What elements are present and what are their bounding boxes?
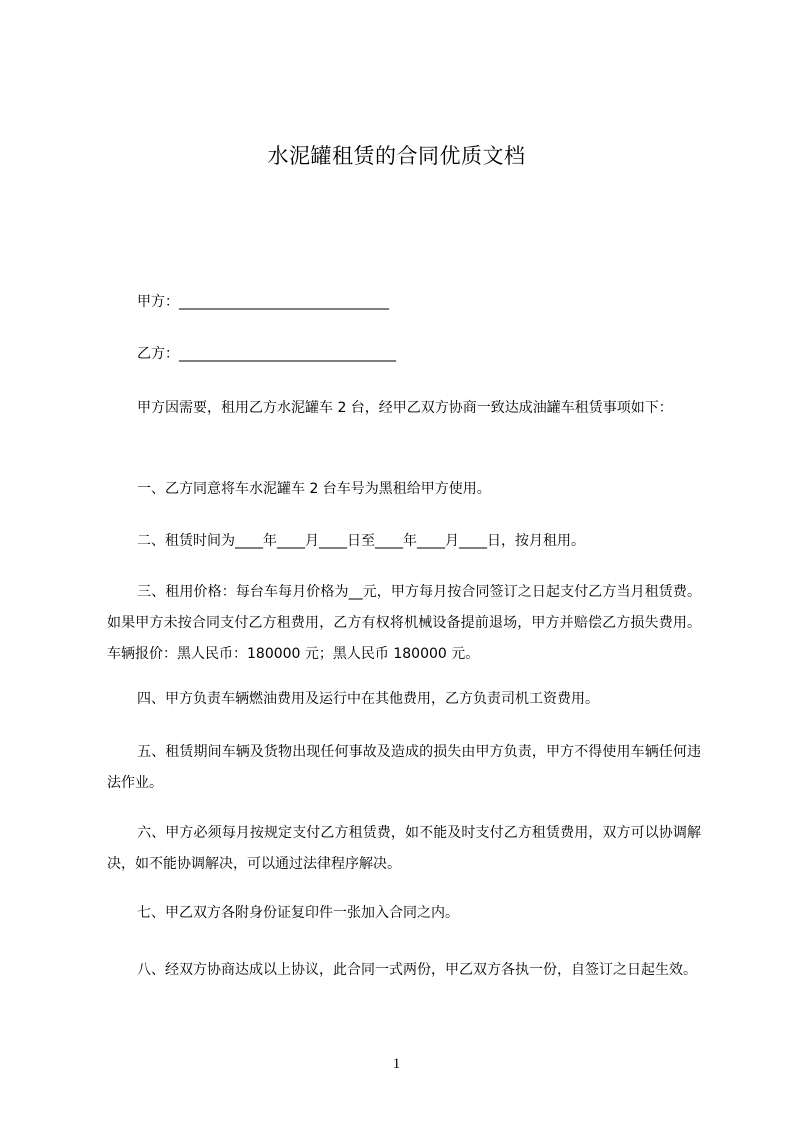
clause-text: 四、甲方负责车辆燃油费用及运行中在其他费用，乙方负责司机工资费用。: [137, 691, 599, 707]
clause-5: [107, 737, 701, 799]
party-a-line: [107, 287, 701, 318]
party-b-line: [107, 339, 701, 370]
clause-7: [107, 898, 701, 929]
page-number: 1: [392, 1056, 401, 1072]
clause-text: 八、经双方协商达成以上协议，此合同一式两份，甲乙双方各执一份，自签订之日起生效。: [137, 962, 697, 978]
party-a-text: 甲方：______________________________: [137, 294, 389, 310]
clause-text: 三、租用价格：每台车每月价格为__元，甲方每月按合同签订之日起支付乙方当月租赁费。如果甲方未按合同支付乙方租费用，乙方有权将机械设备提前退场，甲方并赔偿乙方损失费用。车辆报价：黑人民币：180000 元；黑人民币 180000 元。: [107, 584, 701, 662]
clause-text: 五、租赁期间车辆及货物出现任何事故及造成的损失由甲方负责，甲方不得使用车辆任何违法作业。: [107, 744, 701, 791]
intro-text: 甲方因需要，租用乙方水泥罐车 2 台，经甲乙双方协商一致达成油罐车租赁事项如下：: [137, 400, 673, 416]
clause-6: [107, 818, 701, 880]
party-b-text: 乙方：_______________________________: [137, 346, 396, 362]
intro-paragraph: [107, 393, 701, 424]
clause-text: 二、租赁时间为____年____月____日至____年____月____日，按月租用。: [137, 533, 585, 549]
document-title: 水泥罐租赁的合同优质文档: [267, 144, 526, 168]
clause-8: [107, 955, 701, 986]
clause-1: [107, 474, 701, 505]
clause-4: [107, 684, 701, 715]
clause-3: [107, 577, 701, 670]
clause-text: 一、乙方同意将车水泥罐车 2 台车号为黑租给甲方使用。: [137, 481, 491, 497]
clause-2: [107, 526, 701, 557]
clause-text: 六、甲方必须每月按规定支付乙方租赁费，如不能及时支付乙方租赁费用，双方可以协调解决，如不能协调解决，可以通过法律程序解决。: [107, 825, 701, 872]
clause-text: 七、甲乙双方各附身份证复印件一张加入合同之内。: [137, 905, 459, 921]
